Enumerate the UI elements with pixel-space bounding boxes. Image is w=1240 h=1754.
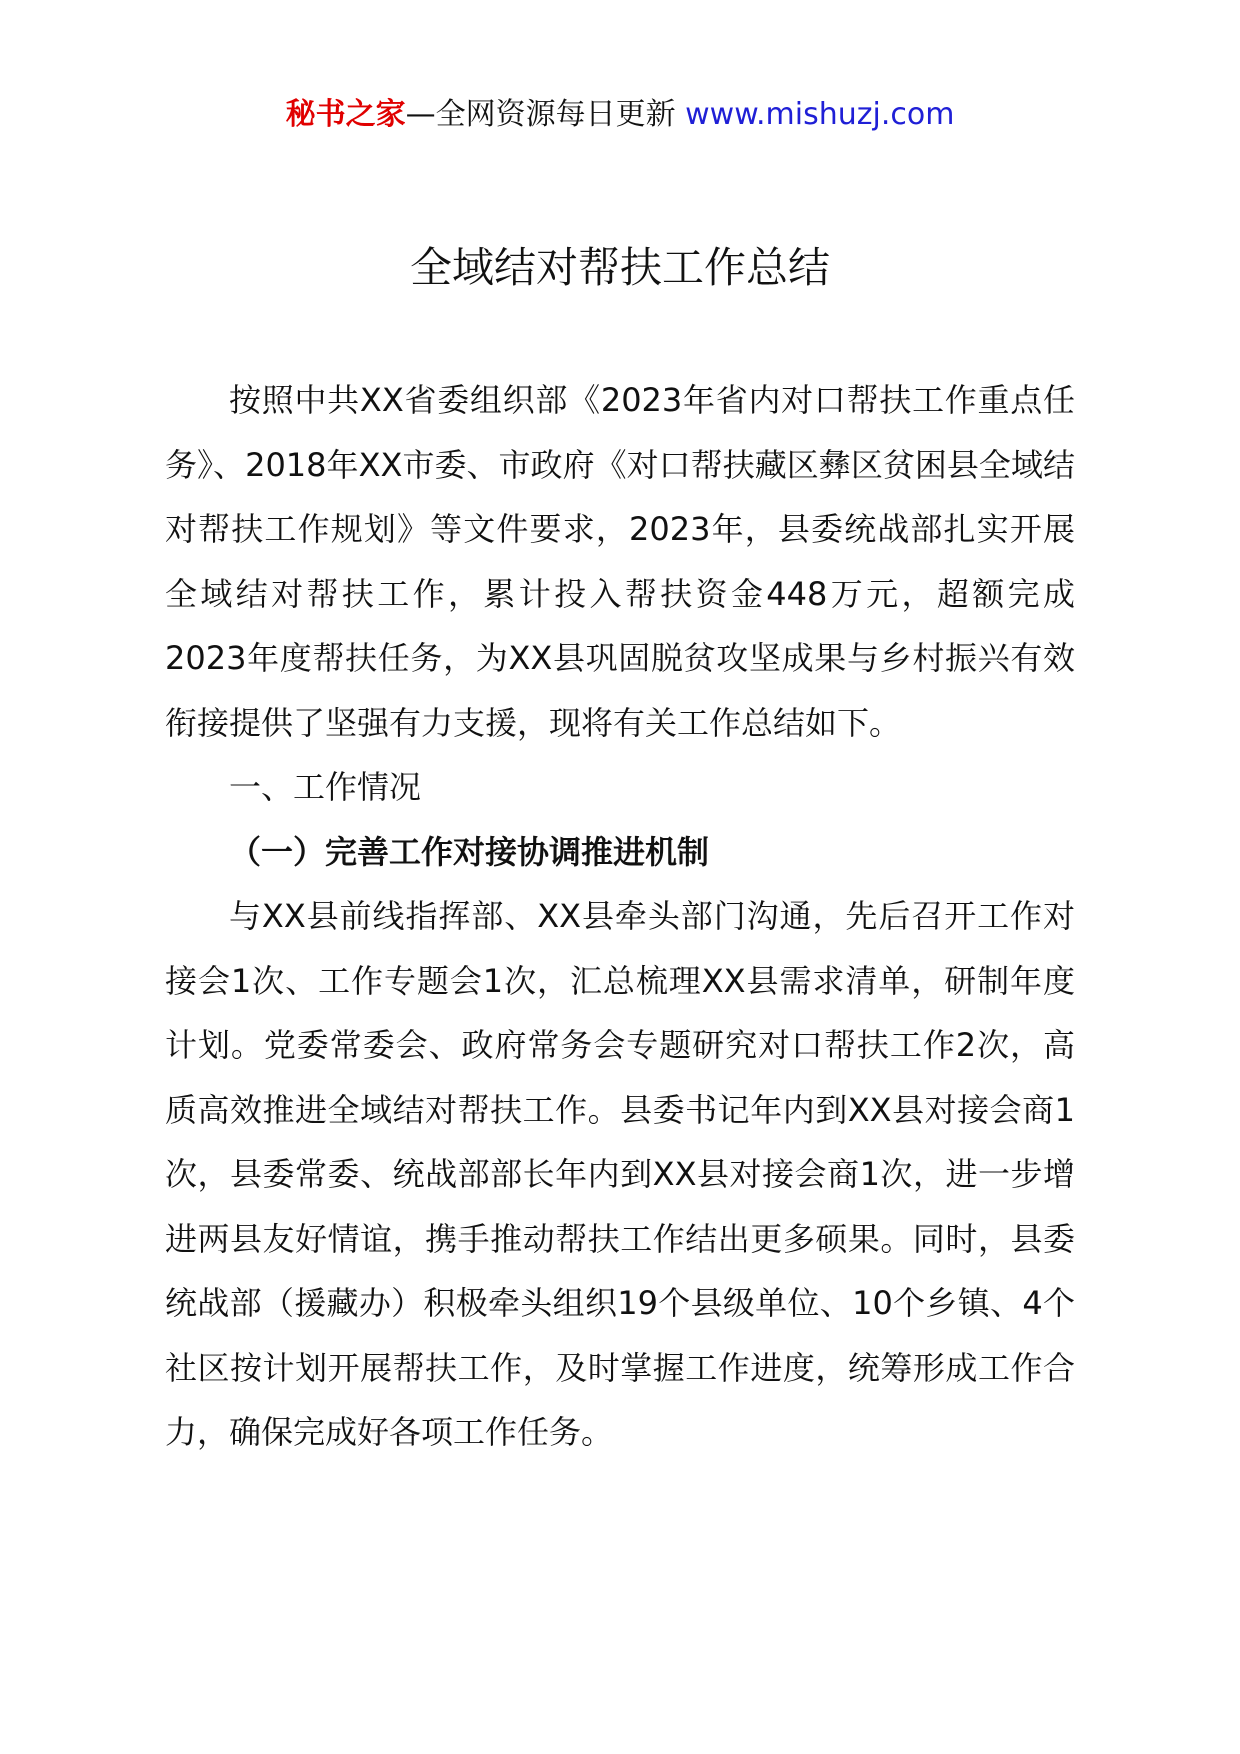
section-heading: 一、工作情况 xyxy=(229,768,422,806)
site-tagline: —全网资源每日更新 xyxy=(405,97,676,132)
subsection-heading: （一）完善工作对接协调推进机制 xyxy=(229,832,710,871)
document-title: 全域结对帮扶工作总结 xyxy=(409,243,830,292)
site-brand: 秘书之家 xyxy=(285,97,406,132)
site-url-link[interactable]: www.mishuzj.com xyxy=(685,97,955,132)
subsection-paragraph: 与XX县前线指挥部、XX县牵头部门沟通，先后召开工作对接会1次、工作专题会1次，汇总梳理XX县需求清单，研制年度计划。党委常委会、政府常务会专题研究对口帮扶工作2次，高质高效推进全域结对帮扶工作。县委书记年内到XX县对接会商1次，县委常委、统战部部长年内到XX县对接会商1次，进一步增进两县友好情谊，携手推动帮扶工作结出更多硕果。同时，县委统战部（援藏办）积极牵头组织19个县级单位、10个乡镇、4个社区按计划开展帮扶工作，及时掌握工作进度，统筹形成工作合力，确保完成好各项工作任务。 xyxy=(165,897,1075,1451)
document-body xyxy=(165,368,1075,1465)
intro-paragraph: 按照中共XX省委组织部《2023年省内对口帮扶工作重点任务》、2018年XX市委、市政府《对口帮扶藏区彝区贫困县全域结对帮扶工作规划》等文件要求，2023年，县委统战部扎实开展全域结对帮扶工作，累计投入帮扶资金448万元，超额完成2023年度帮扶任务，为XX县巩固脱贫攻坚成果与乡村振兴有效衔接提供了坚强有力支援，现将有关工作总结如下。 xyxy=(165,381,1075,742)
site-header xyxy=(0,95,1240,135)
